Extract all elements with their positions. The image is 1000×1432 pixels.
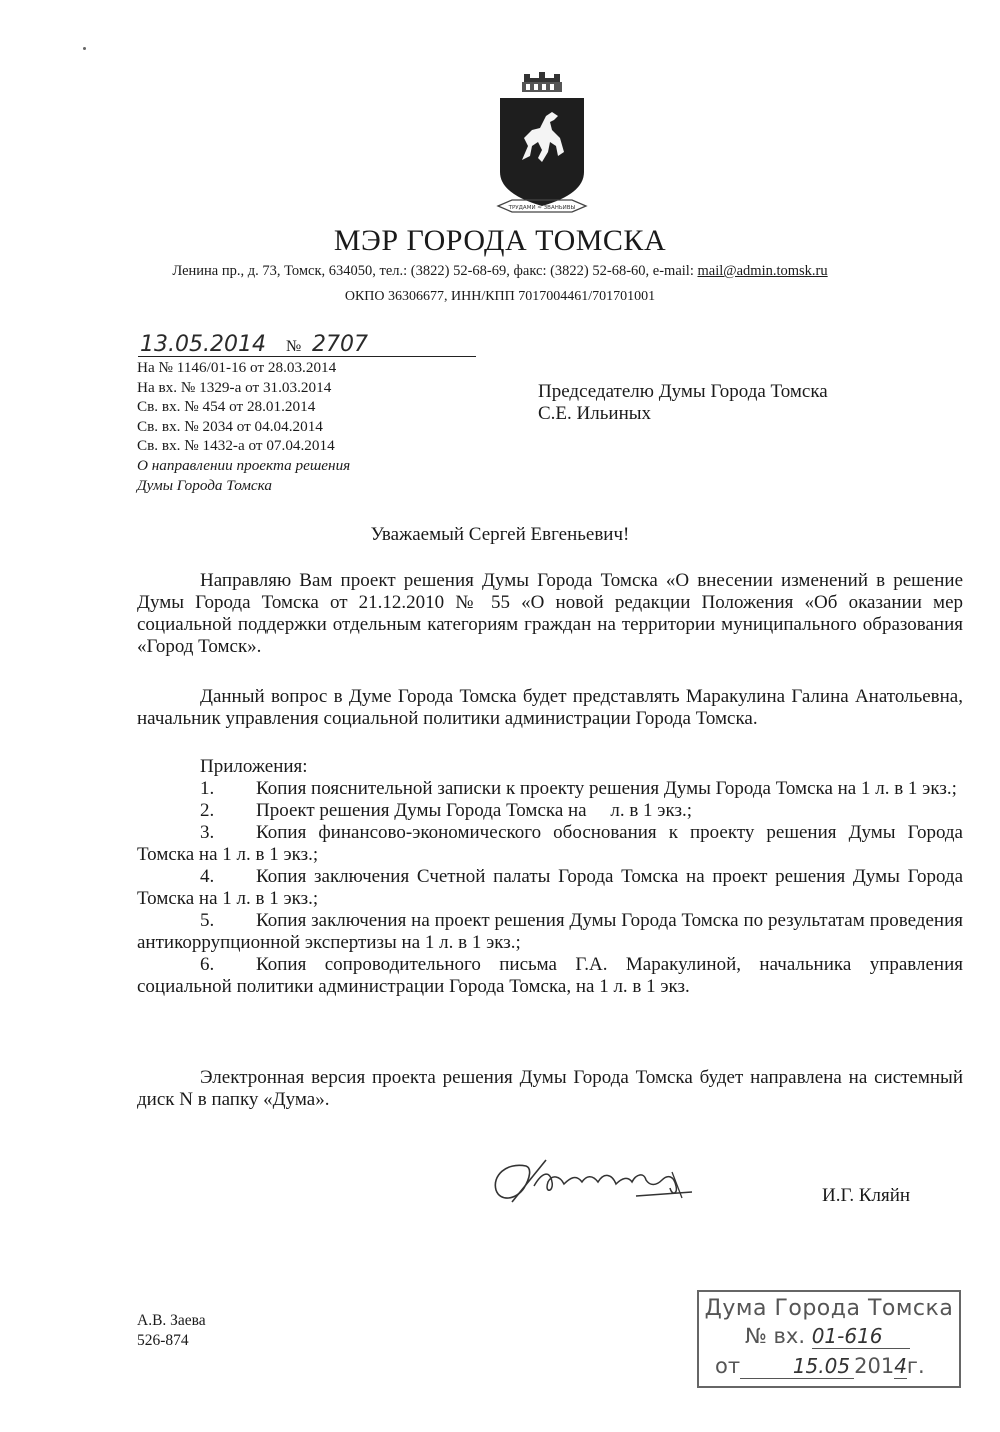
letterhead-address: Ленина пр., д. 73, Томск, 634050, тел.: (3822) 52-68-69, факс: (3822) 52-68-60, e-mail: bbox=[172, 263, 698, 279]
attachment-text: Копия пояснительной записки к проекту решения Думы Города Томска на 1 л. в 1 экз.; bbox=[256, 778, 957, 799]
attachment-item bbox=[137, 954, 963, 998]
tomsk-coat-of-arms-emblem bbox=[494, 72, 590, 222]
body-paragraph: Электронная версия проекта решения Думы Города Томска будет направлена на системный диск N в папку «Дума». bbox=[137, 1067, 963, 1110]
attachment-text: Копия сопроводительного письма Г.А. Маракулиной, начальника управления социальной политики администрации Города Томска, на 1 л. в 1 экз. bbox=[137, 954, 963, 997]
body-paragraph: Направляю Вам проект решения Думы Города Томска «О внесении изменений в решение Думы Города Томска от 21.12.2010 № 55 «О новой редакции Положения «Об оказании мер социальной поддержки отдельным категориям граждан на территории муниципального образования «Город Томск». bbox=[137, 570, 963, 657]
subject-line: Думы Города Томска bbox=[137, 476, 272, 494]
attachment-number: 4. bbox=[200, 866, 215, 887]
attachment-number: 5. bbox=[200, 910, 215, 931]
reference-line: Св. вх. № 2034 от 04.04.2014 bbox=[137, 417, 323, 435]
stamp-date-line bbox=[715, 1354, 925, 1379]
stamp-incoming-line bbox=[745, 1324, 910, 1349]
body-paragraph: Данный вопрос в Думе Города Томска будет представлять Маракулина Галина Анатольевна, начальник управления социальной политики администрации Города Томска. bbox=[137, 686, 963, 729]
signer-name: И.Г. Кляйн bbox=[822, 1185, 911, 1206]
attachment-number: 6. bbox=[200, 954, 215, 975]
registration-date-handwritten: 13.05.2014 bbox=[140, 332, 266, 357]
greeting: Уважаемый Сергей Евгеньевич! bbox=[370, 524, 630, 545]
addressee-block bbox=[538, 381, 828, 425]
subject-line: О направлении проекта решения bbox=[137, 456, 351, 474]
attachment-item bbox=[137, 866, 963, 910]
reference-line: На вх. № 1329-а от 31.03.2014 bbox=[137, 378, 332, 396]
registration-number-handwritten: 2707 bbox=[312, 332, 368, 357]
attachment-text: Копия заключения на проект решения Думы Города Томска по результатам проведения антикоррупционной экспертизы на 1 л. в 1 экз.; bbox=[137, 910, 963, 953]
addressee-position: Председателю Думы Города Томска bbox=[538, 381, 828, 402]
reference-line: Св. вх. № 454 от 28.01.2014 bbox=[137, 398, 316, 416]
registration-underline bbox=[138, 356, 476, 357]
letterhead-okpo: ОКПО 36306677, ИНН/КПП 7017004461/701701001 bbox=[344, 289, 656, 304]
letterhead-title: МЭР ГОРОДА ТОМСКА bbox=[333, 224, 667, 257]
attachments-title: Приложения: bbox=[200, 756, 308, 777]
scan-speck bbox=[83, 47, 86, 50]
stamp-incoming-label: № вх. bbox=[745, 1324, 805, 1348]
addressee-name: С.Е. Ильиных bbox=[538, 403, 651, 424]
executor-name: А.В. Заева bbox=[137, 1312, 206, 1329]
attachment-number: 2. bbox=[200, 800, 215, 821]
attachment-text: Копия финансово-экономического обоснования к проекту решения Думы Города Томска на 1 л. в 1 экз.; bbox=[137, 822, 963, 865]
handwritten-signature bbox=[486, 1152, 712, 1212]
registration-number-label: № bbox=[286, 338, 302, 355]
stamp-title: Дума Города Томска bbox=[704, 1296, 954, 1321]
attachment-item bbox=[137, 800, 963, 822]
letterhead-email-link[interactable]: mail@admin.tomsk.ru bbox=[697, 263, 828, 279]
stamp-year-prefix: 201 bbox=[854, 1354, 895, 1378]
attachment-item bbox=[137, 910, 963, 954]
stamp-incoming-number: 01-616 bbox=[811, 1324, 883, 1348]
reference-block bbox=[137, 358, 350, 495]
reference-line: Св. вх. № 1432-а от 07.04.2014 bbox=[137, 437, 335, 455]
attachment-text: Проект решения Думы Города Томска на л. в 1 экз.; bbox=[256, 800, 692, 821]
stamp-year-unit: г. bbox=[906, 1354, 925, 1378]
emblem-motto: ТРУДАМИ ≈ ЗВАНЬИВЫ bbox=[508, 205, 576, 211]
executor-block bbox=[137, 1311, 206, 1351]
incoming-registration-stamp bbox=[697, 1290, 961, 1388]
letterhead-contacts bbox=[0, 263, 1000, 280]
attachment-item bbox=[137, 822, 963, 866]
attachment-number: 3. bbox=[200, 822, 215, 843]
attachment-text: Копия заключения Счетной палаты Города Томска на проект решения Думы Города Томска на 1 л. в 1 экз.; bbox=[137, 866, 963, 909]
reference-line: На № 1146/01-16 от 28.03.2014 bbox=[137, 359, 337, 376]
stamp-date-value: 15.05 bbox=[792, 1354, 851, 1378]
attachments-list bbox=[137, 778, 963, 998]
stamp-year-suffix: 4 bbox=[894, 1354, 907, 1378]
attachment-number: 1. bbox=[200, 778, 215, 799]
attachment-item bbox=[137, 778, 963, 800]
executor-phone: 526-874 bbox=[137, 1332, 189, 1349]
stamp-date-prefix: от bbox=[715, 1354, 741, 1378]
